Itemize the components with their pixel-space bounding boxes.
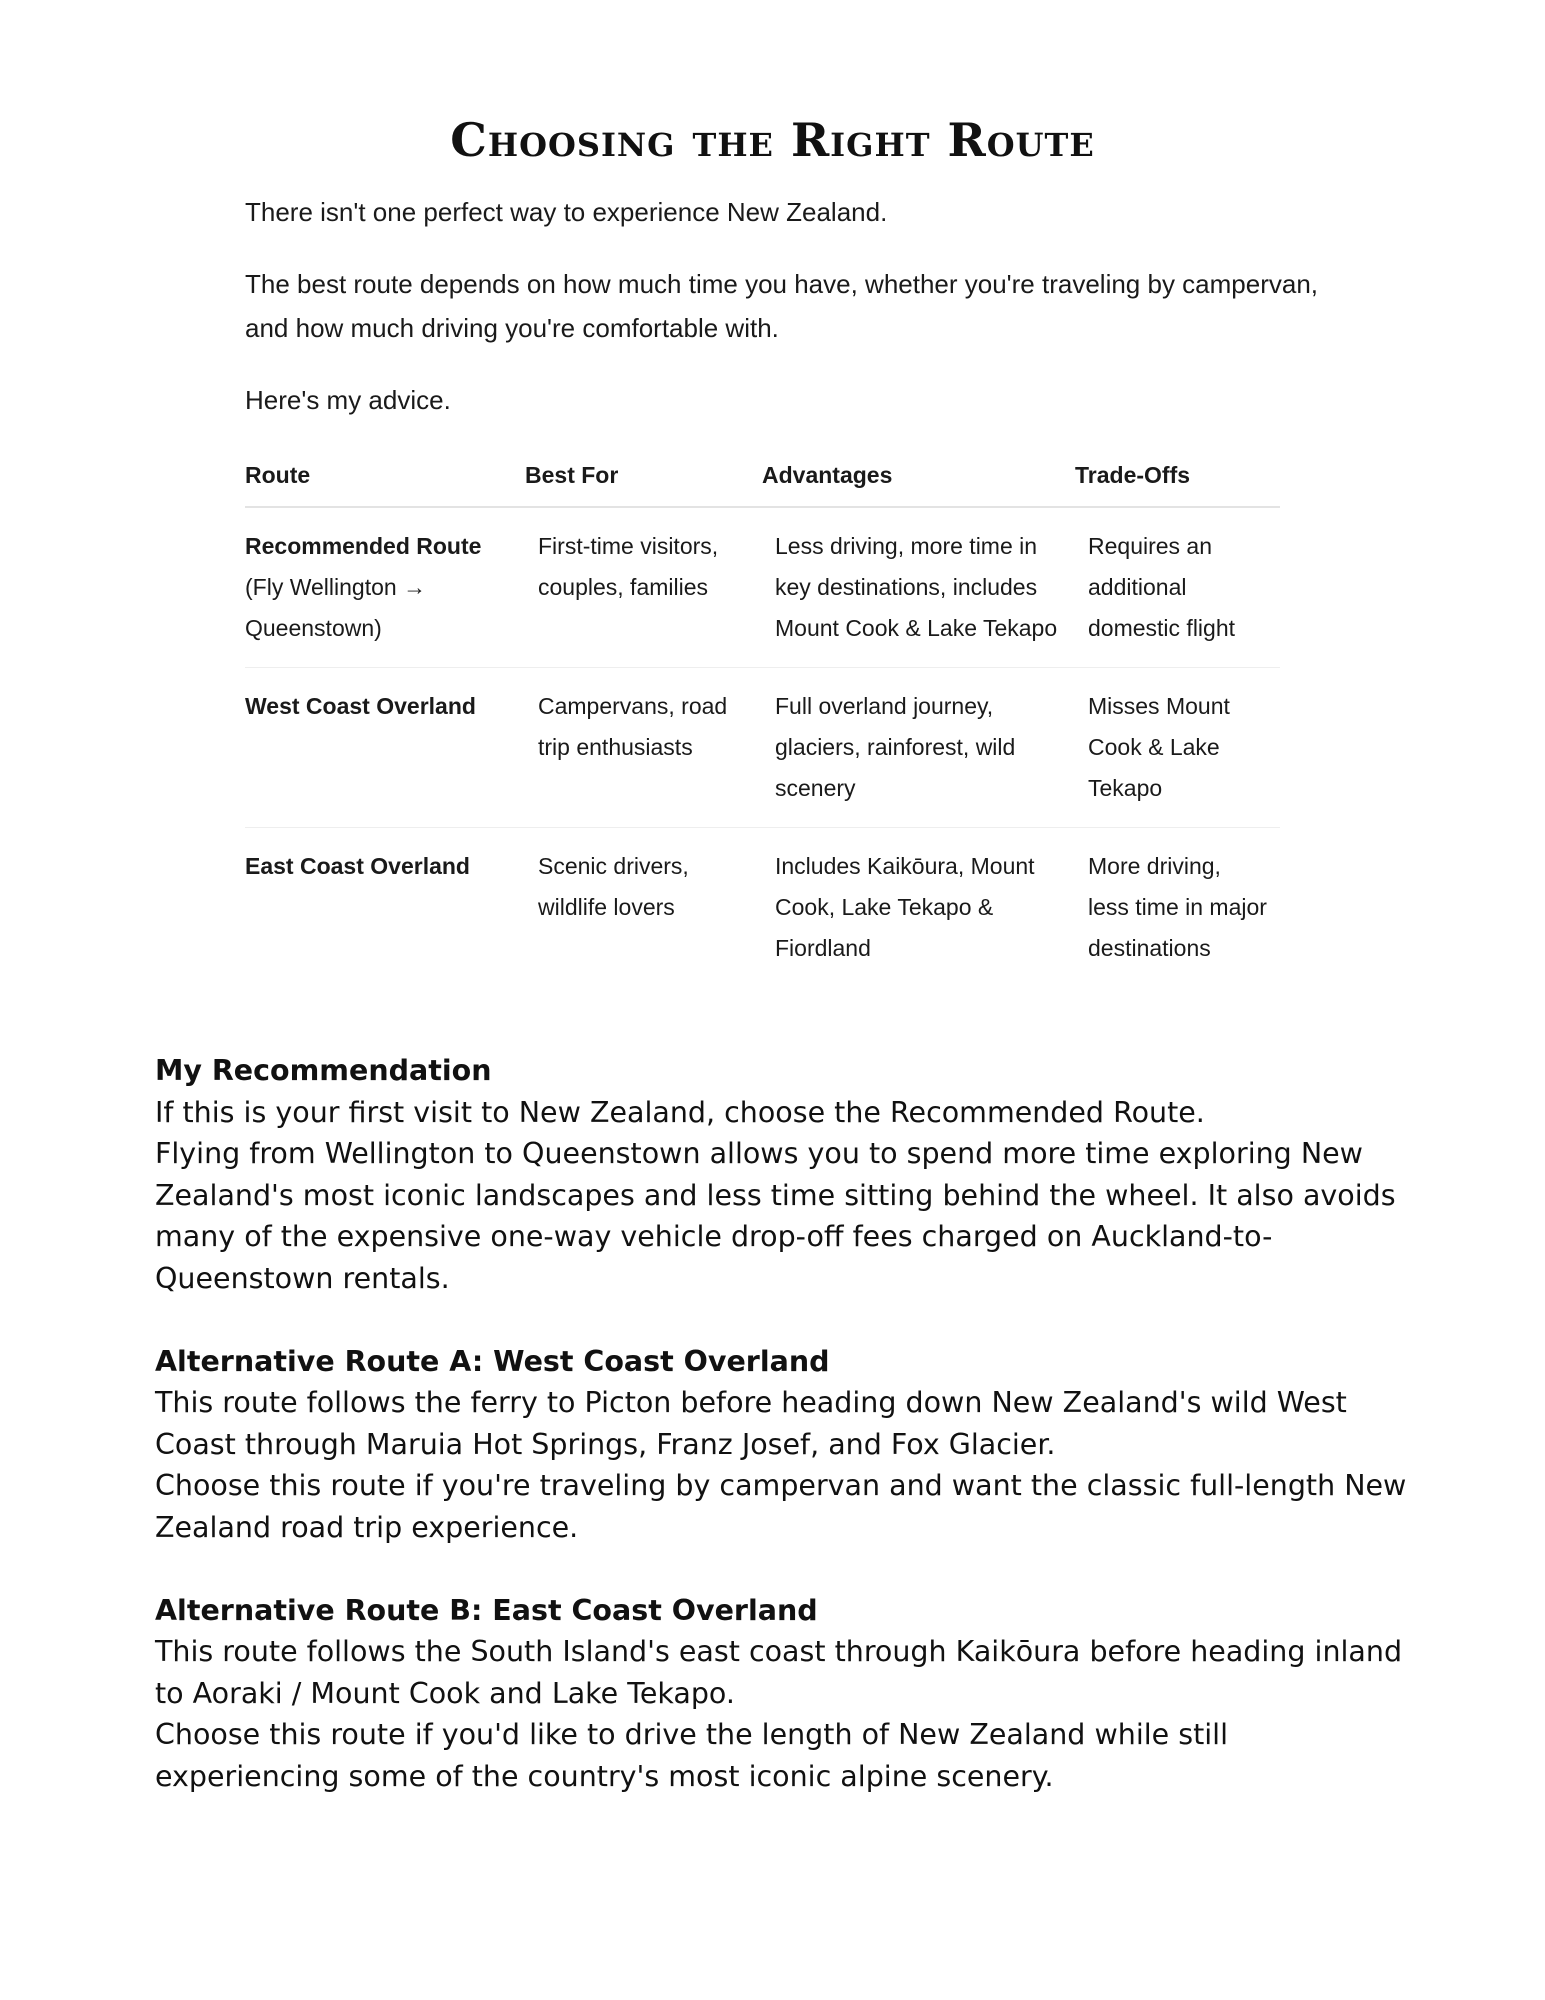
route-name: Recommended Route: [245, 533, 482, 559]
intro-paragraph-2: The best route depends on how much time you have, whether you're traveling by campervan, and how much driving you're comfortable with.: [245, 269, 1319, 343]
cell-trade-offs: Misses Mount Cook & Lake Tekapo: [1075, 668, 1280, 828]
route-detail: (Fly Wellington → Queenstown): [245, 574, 427, 641]
header-route: Route: [245, 455, 525, 507]
cell-route: [245, 828, 525, 988]
alt-route-b-heading: Alternative Route B: East Coast Overland: [155, 1593, 818, 1627]
body-section: [155, 1050, 1415, 1797]
alt-route-a-line-2: Choose this route if you're traveling by campervan and want the classic full-length New Zealand road trip experience.: [155, 1469, 1407, 1544]
table-row: [245, 828, 1280, 988]
table-header-row: [245, 455, 1280, 507]
alt-route-a-heading: Alternative Route A: West Coast Overland: [155, 1344, 830, 1378]
recommendation-line-2: Flying from Wellington to Queenstown allows you to spend more time exploring New Zealand's most iconic landscapes and less time sitting behind the wheel. It also avoids many of the expensive one-way vehicle drop-off fees charged on Auckland-to-Queenstown rentals.: [155, 1137, 1396, 1295]
route-comparison-table: [245, 455, 1280, 987]
alt-route-b-line-1: This route follows the South Island's east coast through Kaikōura before heading inland to Aoraki / Mount Cook and Lake Tekapo.: [155, 1635, 1403, 1710]
recommendation-heading: My Recommendation: [155, 1054, 492, 1087]
intro-paragraph-1: There isn't one perfect way to experience New Zealand.: [245, 197, 888, 227]
cell-route: [245, 507, 525, 668]
cell-advantages: Includes Kaikōura, Mount Cook, Lake Tekapo & Fiordland: [775, 853, 1035, 961]
alt-route-a-line-1: This route follows the ferry to Picton before heading down New Zealand's wild West Coast through Maruia Hot Springs, Franz Josef, and Fox Glacier.: [155, 1386, 1347, 1461]
cell-advantages: Full overland journey, glaciers, rainforest, wild scenery: [762, 668, 1075, 828]
route-name: East Coast Overland: [245, 853, 470, 879]
cell-trade-offs: Requires an additional domestic flight: [1075, 507, 1280, 668]
cell-best-for: First-time visitors, couples, families: [525, 507, 762, 668]
table-row: [245, 507, 1280, 668]
recommendation-line-1: If this is your first visit to New Zealand, choose the Recommended Route.: [155, 1095, 1205, 1129]
intro-paragraph-3: Here's my advice.: [245, 385, 451, 415]
page-title: Choosing the Right Route: [450, 113, 1095, 167]
route-name: West Coast Overland: [245, 693, 476, 719]
cell-best-for: Scenic drivers, wildlife lovers: [538, 853, 689, 920]
cell-best-for: Campervans, road trip enthusiasts: [525, 668, 762, 828]
header-advantages: Advantages: [762, 455, 1075, 507]
cell-route: [245, 668, 525, 828]
cell-advantages: Less driving, more time in key destinations, includes Mount Cook & Lake Tekapo: [762, 507, 1075, 668]
alt-route-b-line-2: Choose this route if you'd like to drive the length of New Zealand while still experiencing some of the country's most iconic alpine scenery.: [155, 1718, 1229, 1793]
cell-trade-offs: More driving, less time in major destinations: [1088, 853, 1267, 961]
header-trade-offs: Trade-Offs: [1075, 455, 1280, 507]
table-row: [245, 668, 1280, 828]
intro-section: [245, 190, 1325, 422]
header-best-for: Best For: [525, 455, 762, 507]
